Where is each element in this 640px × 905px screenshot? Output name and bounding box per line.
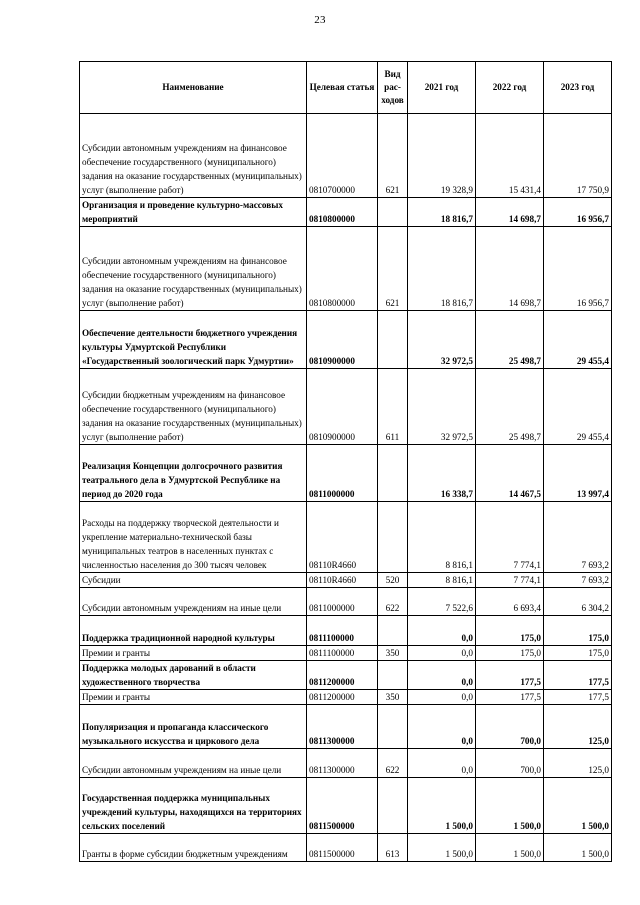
row-target-code: 0811100000 xyxy=(307,616,378,646)
row-value-2023: 177,5 xyxy=(544,690,612,705)
row-expense-kind xyxy=(378,616,408,646)
row-value-2022: 14 467,5 xyxy=(476,445,544,502)
row-name: Поддержка молодых дарований в области художественного творчества xyxy=(80,661,307,690)
table-row xyxy=(80,198,612,227)
row-expense-kind: 520 xyxy=(378,573,408,588)
row-value-2022: 7 774,1 xyxy=(476,573,544,588)
row-value-2021: 0,0 xyxy=(408,616,476,646)
row-expense-kind xyxy=(378,778,408,834)
row-value-2022: 175,0 xyxy=(476,616,544,646)
row-target-code: 0811200000 xyxy=(307,661,378,690)
row-target-code: 0810800000 xyxy=(307,198,378,227)
row-value-2022: 15 431,4 xyxy=(476,114,544,198)
row-target-code: 0810900000 xyxy=(307,369,378,445)
table-row xyxy=(80,705,612,749)
page-number: 23 xyxy=(314,14,326,26)
row-value-2023: 125,0 xyxy=(544,749,612,778)
row-expense-kind: 621 xyxy=(378,114,408,198)
row-expense-kind: 622 xyxy=(378,749,408,778)
row-value-2021: 7 522,6 xyxy=(408,588,476,616)
row-value-2022: 1 500,0 xyxy=(476,834,544,862)
table-row xyxy=(80,311,612,369)
table-row xyxy=(80,749,612,778)
row-value-2021: 0,0 xyxy=(408,661,476,690)
row-name: Субсидии автономным учреждениям на иные цели xyxy=(80,749,307,778)
row-name: Расходы на поддержку творческой деятельности и укрепление материально-технической базы муниципальных театров в населенных пунктах с численностью населения до 300 тысяч человек xyxy=(80,502,307,573)
row-expense-kind xyxy=(378,661,408,690)
row-value-2021: 1 500,0 xyxy=(408,778,476,834)
row-value-2023: 7 693,2 xyxy=(544,502,612,573)
row-name: Премии и гранты xyxy=(80,646,307,661)
header-row xyxy=(80,62,612,114)
row-value-2022: 14 698,7 xyxy=(476,227,544,311)
table-row xyxy=(80,588,612,616)
budget-table xyxy=(79,61,612,862)
row-expense-kind xyxy=(378,502,408,573)
row-expense-kind: 621 xyxy=(378,227,408,311)
row-expense-kind xyxy=(378,445,408,502)
table-row xyxy=(80,690,612,705)
row-target-code: 0811100000 xyxy=(307,646,378,661)
column-header-name: Наименование xyxy=(80,62,307,114)
row-name: Субсидии бюджетным учреждениям на финансовое обеспечение государственного (муниципального) задания на оказание государственных (муниципальных) услуг (выполнение работ) xyxy=(80,369,307,445)
row-name: Субсидии автономным учреждениям на финансовое обеспечение государственного (муниципального) задания на оказание государственных (муниципальных) услуг (выполнение работ) xyxy=(80,114,307,198)
column-header-2023: 2023 год xyxy=(544,62,612,114)
row-target-code: 0811000000 xyxy=(307,445,378,502)
table-row xyxy=(80,573,612,588)
row-value-2022: 6 693,4 xyxy=(476,588,544,616)
row-value-2021: 8 816,1 xyxy=(408,573,476,588)
row-target-code: 0811500000 xyxy=(307,778,378,834)
row-name: Реализация Концепции долгосрочного развития театрального дела в Удмуртской Республике на период до 2020 года xyxy=(80,445,307,502)
table-row xyxy=(80,834,612,862)
row-value-2021: 32 972,5 xyxy=(408,311,476,369)
row-expense-kind: 622 xyxy=(378,588,408,616)
row-value-2023: 17 750,9 xyxy=(544,114,612,198)
row-value-2021: 0,0 xyxy=(408,646,476,661)
table-row xyxy=(80,227,612,311)
table-row xyxy=(80,114,612,198)
row-value-2022: 25 498,7 xyxy=(476,369,544,445)
column-header-2022: 2022 год xyxy=(476,62,544,114)
row-target-code: 0811300000 xyxy=(307,749,378,778)
row-target-code: 0811300000 xyxy=(307,705,378,749)
row-value-2023: 6 304,2 xyxy=(544,588,612,616)
row-name: Организация и проведение культурно-массовых мероприятий xyxy=(80,198,307,227)
row-value-2021: 18 816,7 xyxy=(408,198,476,227)
row-expense-kind xyxy=(378,311,408,369)
row-value-2022: 177,5 xyxy=(476,661,544,690)
row-value-2023: 177,5 xyxy=(544,661,612,690)
row-value-2022: 175,0 xyxy=(476,646,544,661)
table-row xyxy=(80,646,612,661)
row-name: Субсидии автономным учреждениям на финансовое обеспечение государственного (муниципального) задания на оказание государственных (муниципальных) услуг (выполнение работ) xyxy=(80,227,307,311)
row-value-2022: 700,0 xyxy=(476,705,544,749)
row-value-2021: 1 500,0 xyxy=(408,834,476,862)
row-name: Субсидии автономным учреждениям на иные цели xyxy=(80,588,307,616)
row-name: Поддержка традиционной народной культуры xyxy=(80,616,307,646)
row-name: Государственная поддержка муниципальных учреждений культуры, находящихся на территориях сельских поселений xyxy=(80,778,307,834)
row-value-2023: 175,0 xyxy=(544,646,612,661)
row-value-2022: 177,5 xyxy=(476,690,544,705)
table-row xyxy=(80,502,612,573)
column-header-kind: Вид рас-ходов xyxy=(378,62,408,114)
row-target-code: 0811000000 xyxy=(307,588,378,616)
row-value-2023: 1 500,0 xyxy=(544,778,612,834)
row-value-2023: 125,0 xyxy=(544,705,612,749)
row-value-2023: 29 455,4 xyxy=(544,369,612,445)
row-value-2023: 175,0 xyxy=(544,616,612,646)
column-header-2021: 2021 год xyxy=(408,62,476,114)
table-row xyxy=(80,445,612,502)
row-target-code: 0811500000 xyxy=(307,834,378,862)
row-value-2021: 19 328,9 xyxy=(408,114,476,198)
row-value-2023: 1 500,0 xyxy=(544,834,612,862)
row-value-2021: 8 816,1 xyxy=(408,502,476,573)
table-row xyxy=(80,369,612,445)
row-target-code: 0811200000 xyxy=(307,690,378,705)
row-target-code: 08110R4660 xyxy=(307,573,378,588)
row-value-2023: 16 956,7 xyxy=(544,198,612,227)
row-expense-kind xyxy=(378,705,408,749)
row-value-2023: 7 693,2 xyxy=(544,573,612,588)
column-header-target: Целевая статья xyxy=(307,62,378,114)
table-row xyxy=(80,778,612,834)
row-value-2023: 29 455,4 xyxy=(544,311,612,369)
row-value-2021: 32 972,5 xyxy=(408,369,476,445)
row-expense-kind: 613 xyxy=(378,834,408,862)
row-value-2022: 7 774,1 xyxy=(476,502,544,573)
row-value-2023: 16 956,7 xyxy=(544,227,612,311)
row-name: Субсидии xyxy=(80,573,307,588)
row-name: Гранты в форме субсидии бюджетным учреждениям xyxy=(80,834,307,862)
row-target-code: 0810900000 xyxy=(307,311,378,369)
row-expense-kind xyxy=(378,198,408,227)
row-value-2022: 700,0 xyxy=(476,749,544,778)
row-value-2022: 1 500,0 xyxy=(476,778,544,834)
row-value-2021: 0,0 xyxy=(408,705,476,749)
row-target-code: 08110R4660 xyxy=(307,502,378,573)
row-target-code: 0810700000 xyxy=(307,114,378,198)
row-expense-kind: 611 xyxy=(378,369,408,445)
row-value-2022: 25 498,7 xyxy=(476,311,544,369)
row-expense-kind: 350 xyxy=(378,646,408,661)
row-value-2021: 0,0 xyxy=(408,690,476,705)
table-row xyxy=(80,616,612,646)
row-value-2022: 14 698,7 xyxy=(476,198,544,227)
row-name: Обеспечение деятельности бюджетного учреждения культуры Удмуртской Республики «Государственный зоологический парк Удмуртии» xyxy=(80,311,307,369)
row-value-2021: 0,0 xyxy=(408,749,476,778)
row-expense-kind: 350 xyxy=(378,690,408,705)
row-name: Популяризация и пропаганда классического музыкального искусства и циркового дела xyxy=(80,705,307,749)
row-value-2023: 13 997,4 xyxy=(544,445,612,502)
row-target-code: 0810800000 xyxy=(307,227,378,311)
row-name: Премии и гранты xyxy=(80,690,307,705)
row-value-2021: 18 816,7 xyxy=(408,227,476,311)
table-row xyxy=(80,661,612,690)
row-value-2021: 16 338,7 xyxy=(408,445,476,502)
